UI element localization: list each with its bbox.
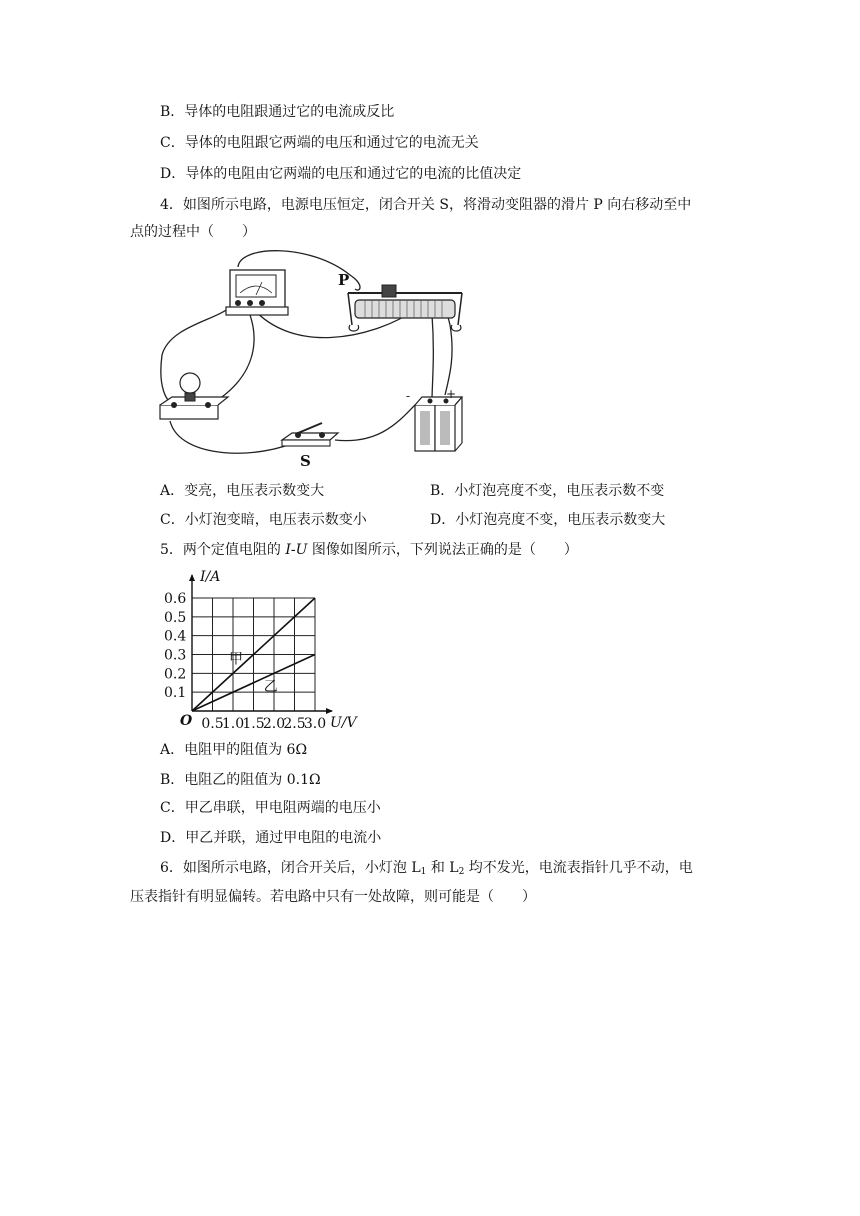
y-tick-label: 0.3 xyxy=(164,647,187,664)
x-tick-label: 2.0 xyxy=(262,716,286,732)
rheostat-icon xyxy=(348,285,462,331)
q4-option-d: D．小灯泡亮度不变，电压表示数变大 xyxy=(430,512,666,528)
q4-option-a: A．变亮，电压表示数变大 xyxy=(160,483,325,499)
x-tick-label: 3.0 xyxy=(303,716,327,732)
q5-option-a: A．电阻甲的阻值为 6Ω xyxy=(160,742,308,758)
q4-circuit-figure xyxy=(150,245,470,470)
q3-option-b: B．导体的电阻跟通过它的电流成反比 xyxy=(160,104,395,120)
q6-stem-part-c: 均不发光，电流表指针几乎不动，电 xyxy=(464,860,693,876)
series-label: 乙 xyxy=(263,678,278,695)
battery-minus-label: - xyxy=(406,389,411,403)
q4-option-b: B．小灯泡亮度不变，电压表示数不变 xyxy=(430,483,665,499)
y-tick-label: 0.2 xyxy=(164,666,187,683)
x-axis-label: U/V xyxy=(330,715,357,731)
x-tick-label: 0.5 xyxy=(201,716,224,732)
q4-option-c: C．小灯泡变暗，电压表示数变小 xyxy=(160,512,367,528)
q6-sub-2: 2 xyxy=(458,867,465,877)
y-tick-label: 0.1 xyxy=(164,685,187,702)
series-label: 甲 xyxy=(229,651,243,668)
q5-option-b: B．电阻乙的阻值为 0.1Ω xyxy=(160,772,321,788)
q6-stem-line1 xyxy=(160,858,693,882)
q5-stem-var: I-U xyxy=(285,542,308,558)
q5-stem-post: 图像如图所示，下列说法正确的是（ ） xyxy=(307,542,578,558)
voltmeter-icon xyxy=(226,270,288,315)
y-axis-label: I/A xyxy=(200,569,221,585)
x-tick-label: 1.0 xyxy=(221,716,245,732)
slider-p-label: P xyxy=(338,271,350,289)
q6-sub-1: 1 xyxy=(420,867,427,877)
q4-stem-line1: 4．如图所示电路，电源电压恒定，闭合开关 S，将滑动变阻器的滑片 P 向右移动至中 xyxy=(160,197,692,213)
switch-icon xyxy=(282,423,338,446)
x-axis-arrow xyxy=(326,708,333,714)
q6-stem-part-b: 和 L xyxy=(426,860,459,876)
q4-stem-line2: 点的过程中（ ） xyxy=(130,224,256,240)
iu-chart xyxy=(160,565,375,735)
origin-label: O xyxy=(180,713,193,729)
bulb-icon xyxy=(160,373,228,419)
q5-option-c: C．甲乙串联，甲电阻两端的电压小 xyxy=(160,800,381,816)
switch-s-label: S xyxy=(300,452,311,470)
y-tick-label: 0.4 xyxy=(164,628,187,645)
y-tick-label: 0.5 xyxy=(164,609,187,626)
q5-option-d: D．甲乙并联，通过甲电阻的电流小 xyxy=(160,830,382,846)
x-tick-label: 2.5 xyxy=(283,716,306,732)
y-axis-arrow xyxy=(189,574,195,581)
q5-stem-pre: 5．两个定值电阻的 xyxy=(160,542,286,558)
q6-stem-line2: 压表指针有明显偏转。若电路中只有一处故障，则可能是（ ） xyxy=(130,889,536,905)
battery-icon xyxy=(415,397,462,451)
x-tick-label: 1.5 xyxy=(242,716,265,732)
y-tick-label: 0.6 xyxy=(164,591,187,607)
q3-option-d: D．导体的电阻由它两端的电压和通过它的电流的比值决定 xyxy=(160,166,522,182)
battery-plus-label: + xyxy=(446,387,457,401)
q6-stem-part-a: 6．如图所示电路，闭合开关后，小灯泡 L xyxy=(160,860,421,876)
q3-option-c: C．导体的电阻跟它两端的电压和通过它的电流无关 xyxy=(160,135,479,151)
q5-stem xyxy=(160,540,578,560)
